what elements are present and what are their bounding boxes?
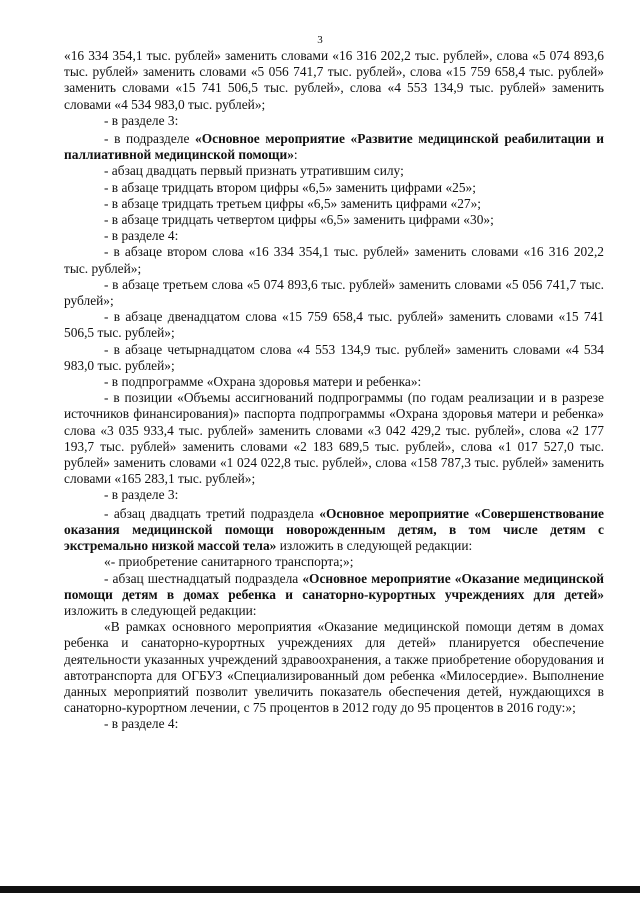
paragraph-16-bold: «Основное мероприятие «Совершенствование оказания медицинской помощи новорожденным детям, в том числе детям с экстремально низкой массой тела» xyxy=(64,505,604,554)
paragraph-3-tail: : xyxy=(293,147,298,163)
paragraph-20: - в разделе 4: xyxy=(104,716,179,732)
document-body xyxy=(64,48,604,733)
paragraph-3 xyxy=(64,131,604,163)
paragraph-5: - в абзаце тридцать втором цифры «6,5» заменить цифрами «25»; xyxy=(104,179,476,195)
paragraph-11: - в абзаце двенадцатом слова «15 759 658,4 тыс. рублей» заменить словами «15 741 506,5 тыс. рублей»; xyxy=(64,309,604,341)
paragraph-2: - в разделе 3: xyxy=(104,112,179,128)
paragraph-10: - в абзаце третьем слова «5 074 893,6 тыс. рублей» заменить словами «5 056 741,7 тыс. рублей»; xyxy=(64,276,604,309)
paragraph-17: «- приобретение санитарного транспорта;»; xyxy=(104,554,354,570)
paragraph-16-tail: изложить в следующей редакции: xyxy=(276,538,473,554)
page-number: 3 xyxy=(317,34,323,46)
paragraph-14: - в позиции «Объемы ассигнований подпрограммы (по годам реализации и в разрезе источников финансирования)» паспорта подпрограммы «Охрана здоровья матери и ребенка» слова «3 035 933,4 тыс. рублей» заменить словами «3 042 429,2 тыс. рублей», слова «2 177 193,7 тыс. рублей» заменить словами «2 183 689,5 тыс. рублей», слова «1 017 527,0 тыс. рублей» заменить словами «1 024 022,8 тыс. рублей», слова «158 787,3 тыс. рублей» заменить словами «165 283,1 тыс. рублей»; xyxy=(64,390,604,487)
paragraph-13: - в подпрограмме «Охрана здоровья матери и ребенка»: xyxy=(104,374,422,390)
paragraph-15: - в разделе 3: xyxy=(104,487,179,503)
paragraph-19: «В рамках основного мероприятия «Оказание медицинской помощи детям в домах ребенка и санаторно-курортных учреждениях для детей» планируется обеспечение деятельности указанных учреждений здравоохранения, а также приобретение оборудования и автотранспорта для ОГБУЗ «Специализированный дом ребенка «Милосердие». Выполнение данных мероприятий позволит увеличить показатель обеспечения детей, нуждающихся в санаторно-курортном лечении, с 75 процентов в 2012 году до 95 процентов в 2016 году:»; xyxy=(64,619,604,716)
paragraph-12: - в абзаце четырнадцатом слова «4 553 134,9 тыс. рублей» заменить словами «4 534 983,0 тыс. рублей»; xyxy=(64,341,604,373)
paragraph-18-bold: «Основное мероприятие «Оказание медицинской помощи детям в домах ребенка и санаторно-курортных учреждениях для детей» xyxy=(64,570,604,602)
paragraph-9: - в абзаце втором слова «16 334 354,1 тыс. рублей» заменить словами «16 316 202,2 тыс. рублей»; xyxy=(64,244,604,276)
bottom-rule xyxy=(0,886,640,893)
paragraph-3-bold: «Основное мероприятие «Развитие медицинской реабилитации и паллиативной медицинской помощи» xyxy=(64,131,604,163)
paragraph-18-tail: изложить в следующей редакции: xyxy=(64,602,257,618)
paragraph-8: - в разделе 4: xyxy=(104,228,179,244)
paragraph-6: - в абзаце тридцать третьем цифры «6,5» заменить цифрами «27»; xyxy=(104,195,482,211)
paragraph-18 xyxy=(64,571,604,620)
paragraph-16-lead: - абзац двадцать третий подраздела xyxy=(104,505,320,521)
paragraph-3-lead: - в подразделе xyxy=(104,131,196,147)
paragraph-16 xyxy=(64,506,604,555)
paragraph-4: - абзац двадцать первый признать утратившим силу; xyxy=(104,163,404,179)
paragraph-7: - в абзаце тридцать четвертом цифры «6,5» заменить цифрами «30»; xyxy=(104,212,494,228)
paragraph-1: «16 334 354,1 тыс. рублей» заменить словами «16 316 202,2 тыс. рублей», слова «5 074 893,6 тыс. рублей» заменить словами «5 056 741,7 тыс. рублей», слова «15 759 658,4 тыс. рублей» заменить словами «15 741 506,5 тыс. рублей», слова «4 553 134,9 тыс. рублей» заменить словами «4 534 983,0 тыс. рублей»; xyxy=(64,48,604,112)
paragraph-18-lead: - абзац шестнадцатый подраздела xyxy=(104,570,303,586)
